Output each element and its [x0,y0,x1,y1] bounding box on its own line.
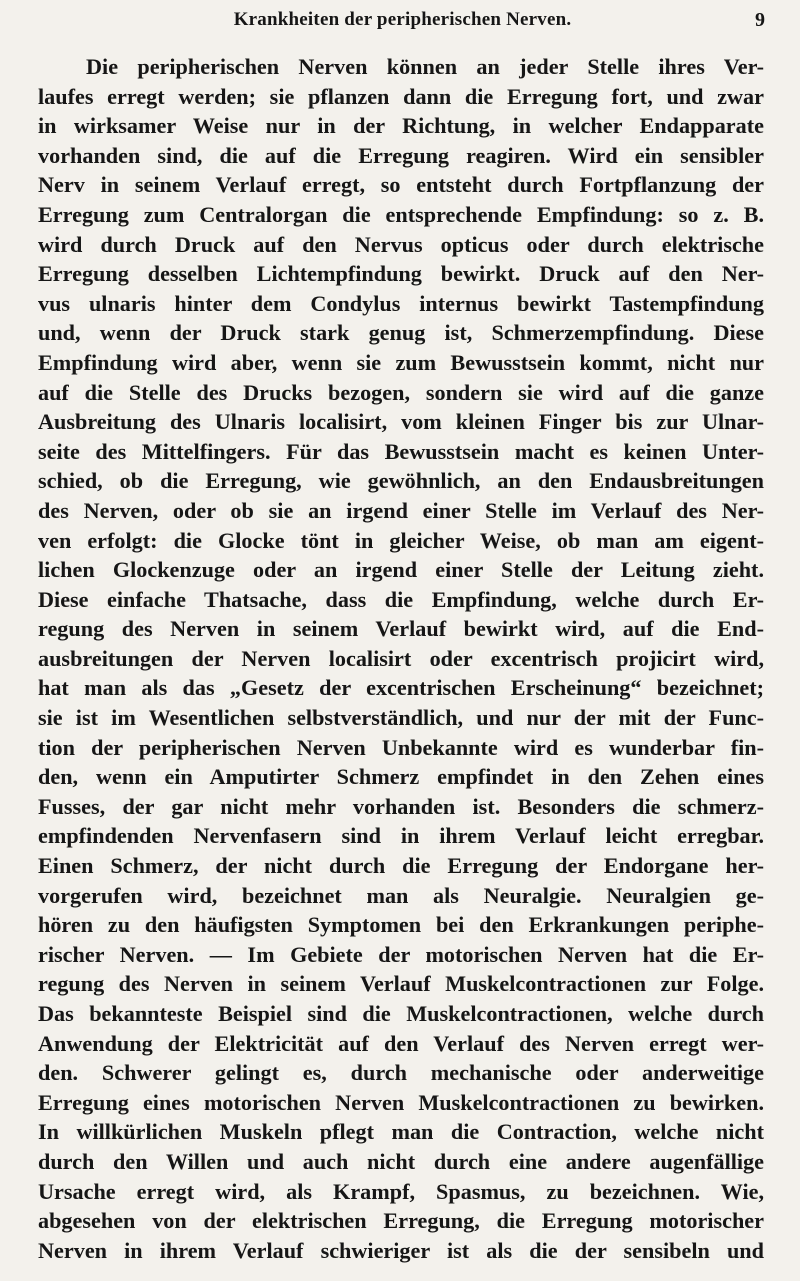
text-line: vus ulnaris hinter dem Condylus internus bewirkt Tastempfindung [38,290,764,316]
text-line: in wirksamer Weise nur in der Richtung, in welcher Endapparate [38,113,764,139]
text-line: abgesehen von der elektrischen Erregung, die Erregung motorischer [38,1208,764,1234]
text-line: vorhanden sind, die auf die Erregung reagiren. Wird ein sensibler [38,142,764,168]
text-line: ausbreitungen der Nerven localisirt oder excentrisch projicirt wird, [38,645,764,671]
text-line: Einen Schmerz, der nicht durch die Erregung der Endorgane her- [38,853,764,879]
page-number: 9 [755,9,765,31]
text-line: schied, ob die Erregung, wie gewöhnlich, an den Endausbreitungen [38,468,764,494]
text-line: ven erfolgt: die Glocke tönt in gleicher Weise, ob man am eigent- [38,527,764,553]
text-line: hören zu den häufigsten Symptomen bei den Erkrankungen periphe- [38,912,764,938]
text-line: den, wenn ein Amputirter Schmerz empfindet in den Zehen eines [38,764,764,790]
text-line: Empfindung wird aber, wenn sie zum Bewusstsein kommt, nicht nur [38,349,764,375]
text-line: Ausbreitung des Ulnaris localisirt, vom kleinen Finger bis zur Ulnar- [38,409,764,435]
text-line: vorgerufen wird, bezeichnet man als Neuralgie. Neuralgien ge- [38,882,764,908]
text-line: Erregung zum Centralorgan die entsprechende Empfindung: so z. B. [38,201,764,227]
running-title: Krankheiten der peripherischen Nerven. [233,9,572,30]
text-line: seite des Mittelfingers. Für das Bewusstsein macht es keinen Unter- [38,438,764,464]
text-line: Erregung desselben Lichtempfindung bewirkt. Druck auf den Ner- [38,261,764,287]
text-line: hat man als das „Gesetz der excentrischen Erscheinung“ bezeichnet; [38,675,764,701]
text-line: Nerven in ihrem Verlauf schwieriger ist als die der sensibeln und [38,1237,764,1263]
text-line: empfindenden Nervenfasern sind in ihrem Verlauf leicht erregbar. [38,823,764,849]
text-line: wird durch Druck auf den Nervus opticus oder durch elektrische [38,231,764,257]
text-line: laufes erregt werden; sie pflanzen dann die Erregung fort, und zwar [38,83,764,109]
text-line: Anwendung der Elektricität auf den Verlauf des Nerven erregt wer- [38,1030,764,1056]
text-line: Das bekannteste Beispiel sind die Muskelcontractionen, welche durch [38,1001,764,1026]
text-line: rischer Nerven. — Im Gebiete der motorischen Nerven hat die Er- [38,941,764,967]
text-line: durch den Willen und auch nicht durch eine andere augenfällige [38,1148,764,1174]
text-line: Fusses, der gar nicht mehr vorhanden ist. Besonders die schmerz- [38,793,764,819]
text-line: tion der peripherischen Nerven Unbekannte wird es wunderbar fin- [38,734,764,760]
text-line: Die peripherischen Nerven können an jeder Stelle ihres Ver- [86,54,764,79]
text-line: regung des Nerven in seinem Verlauf Muskelcontractionen zur Folge. [38,971,764,997]
text-line: den. Schwerer gelingt es, durch mechanische oder anderweitige [38,1060,764,1086]
text-line: sie ist im Wesentlichen selbstverständlich, und nur der mit der Func- [38,705,764,731]
text-line: und, wenn der Druck stark genug ist, Schmerzempfindung. Diese [38,320,764,346]
text-line: lichen Glockenzuge oder an irgend einer Stelle der Leitung zieht. [38,557,764,583]
text-line: Ursache erregt wird, als Krampf, Spasmus, zu bezeichnen. Wie, [38,1178,764,1204]
text-line: Diese einfache Thatsache, dass die Empfindung, welche durch Er- [38,586,764,612]
text-line: auf die Stelle des Drucks bezogen, sondern sie wird auf die ganze [38,379,764,405]
text-line: Erregung eines motorischen Nerven Muskelcontractionen zu bewirken. [38,1089,764,1115]
text-line: Nerv in seinem Verlauf erregt, so entsteht durch Fortpflanzung der [38,172,764,198]
running-head [40,9,765,39]
text-line: In willkürlichen Muskeln pflegt man die Contraction, welche nicht [38,1119,764,1145]
text-line: regung des Nerven in seinem Verlauf bewirkt wird, auf die End- [38,616,764,642]
body-paragraph [38,52,764,1265]
text-line: des Nerven, oder ob sie an irgend einer Stelle im Verlauf des Ner- [38,497,764,523]
